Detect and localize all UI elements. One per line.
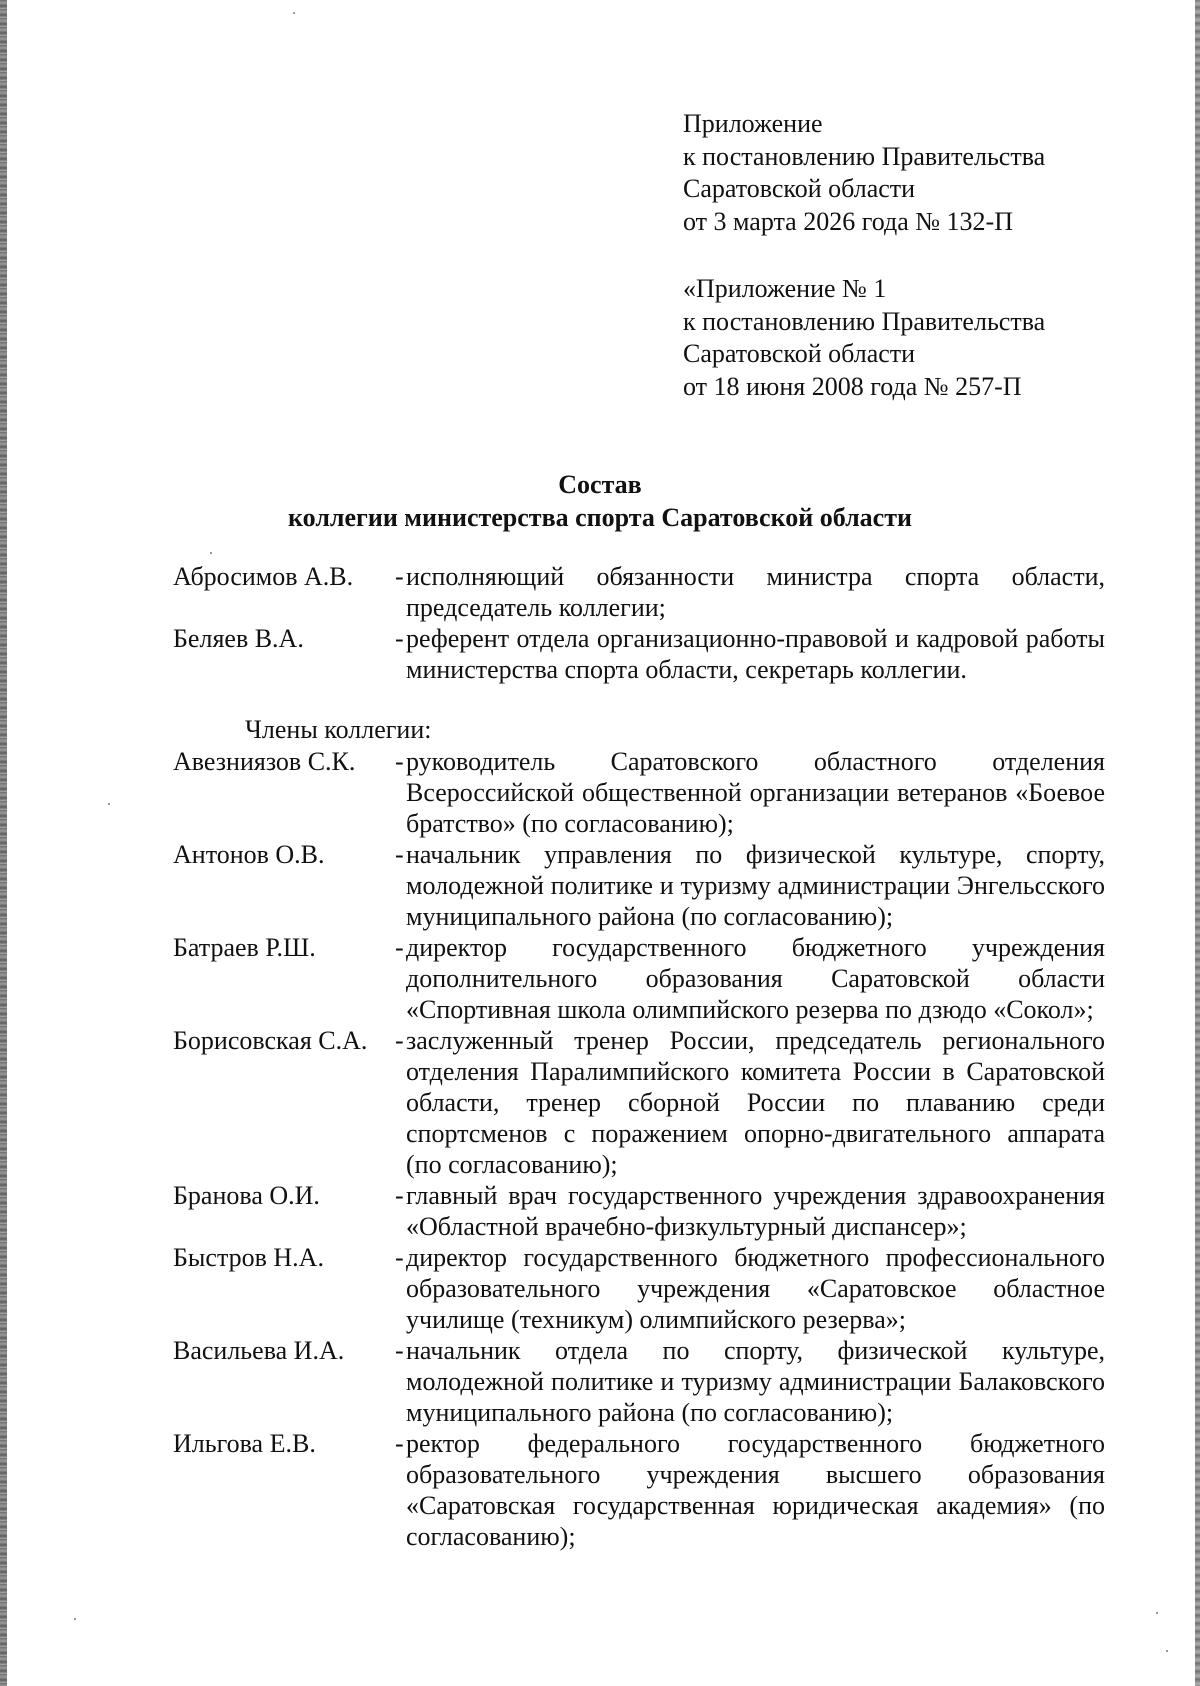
dash: -: [395, 1429, 404, 1458]
member-role: главный врач государственного учреждения здравоохранения «Областной врачебно-физкультурный диспансер»;: [406, 1181, 1105, 1241]
dash: -: [395, 933, 404, 962]
list-item: [173, 623, 1105, 685]
member-role: заслуженный тренер России, председатель регионального отделения Паралимпийского комитета России в Саратовской области, тренер сборной России по плаванию среди спортсменов с поражением опорно-двигательного аппарата (по согласованию);: [406, 1026, 1105, 1179]
member-name: Батраев Р.Ш.: [173, 933, 316, 962]
member-name: Антонов О.В.: [173, 840, 325, 869]
scan-speck: [74, 1618, 76, 1620]
list-item: [173, 1335, 1105, 1428]
list-item: [173, 1428, 1105, 1552]
appendix-line: к постановлению Правительства: [683, 141, 1046, 171]
member-role: начальник отдела по спорту, физической культуре, молодежной политике и туризму администрации Балаковского муниципального района (по согласованию);: [406, 1336, 1105, 1427]
member-role: директор государственного бюджетного профессионального образовательного учреждения «Саратовское областное училище (техникум) олимпийского резерва»;: [406, 1243, 1105, 1334]
member-name: Абросимов А.В.: [173, 562, 354, 591]
list-item: [173, 561, 1105, 623]
dash: -: [395, 562, 404, 591]
appendix-line: Приложение: [683, 109, 823, 138]
dash: -: [395, 624, 404, 653]
appendix-header-current: [683, 108, 1045, 238]
member-role: референт отдела организационно-правовой и кадровой работы министерства спорта области, секретарь коллегии.: [406, 624, 1105, 684]
title-line-2: коллегии министерства спорта Саратовской области: [288, 503, 912, 532]
member-name: Быстров Н.А.: [173, 1243, 324, 1272]
appendix-line: к постановлению Правительства: [683, 306, 1046, 336]
member-role: исполняющий обязанности министра спорта области, председатель коллегии;: [406, 562, 1105, 622]
scan-speck: [210, 552, 212, 554]
appendix-line: от 18 июня 2008 года № 257-П: [683, 371, 1022, 401]
dash: -: [395, 1181, 404, 1210]
member-name: Беляев В.А.: [173, 624, 304, 653]
dash: -: [395, 747, 404, 776]
list-item: [173, 932, 1105, 1025]
list-item: [173, 1025, 1105, 1180]
leadership-list: [173, 561, 1105, 685]
member-role: начальник управления по физической культуре, спорту, молодежной политике и туризму администрации Энгельсского муниципального района (по согласованию);: [406, 840, 1105, 931]
members-list: [173, 746, 1105, 1552]
member-role: руководитель Саратовского областного отделения Всероссийской общественной организации ветеранов «Боевое братство» (по согласованию);: [406, 747, 1105, 838]
dash: -: [395, 840, 404, 869]
scan-speck: [293, 12, 295, 14]
dash: -: [395, 1243, 404, 1272]
member-name: Бранова О.И.: [173, 1181, 320, 1210]
dash: -: [395, 1336, 404, 1365]
title-line-1: Состав: [558, 470, 642, 499]
scan-edge-right: [1195, 0, 1200, 1686]
list-item: [173, 839, 1105, 932]
list-item: [173, 746, 1105, 839]
scan-speck: [108, 803, 110, 805]
document-title: [0, 468, 1200, 534]
appendix-header-previous: [683, 273, 1045, 403]
list-item: [173, 1242, 1105, 1335]
scan-speck: [1156, 1612, 1158, 1614]
appendix-line: Саратовской области: [683, 339, 916, 368]
appendix-line: от 3 марта 2026 года № 132-П: [683, 206, 1013, 236]
member-role: директор государственного бюджетного учреждения дополнительного образования Саратовской области «Спортивная школа олимпийского резерва по дзюдо «Сокол»;: [406, 933, 1105, 1024]
members-heading: Члены коллегии:: [245, 715, 432, 744]
appendix-line: «Приложение № 1: [683, 274, 887, 303]
dash: -: [395, 1026, 404, 1055]
member-name: Борисовская С.А.: [173, 1026, 368, 1055]
member-name: Васильева И.А.: [173, 1336, 345, 1365]
member-role: ректор федерального государственного бюджетного образовательного учреждения высшего образования «Саратовская государственная юридическая академия» (по согласованию);: [406, 1429, 1105, 1551]
member-name: Ильгова Е.В.: [173, 1429, 316, 1458]
appendix-line: Саратовской области: [683, 174, 916, 203]
scan-edge-left: [0, 0, 7, 1686]
list-item: [173, 1180, 1105, 1242]
member-name: Авезниязов С.К.: [173, 747, 356, 776]
scan-speck: [1166, 1650, 1168, 1652]
